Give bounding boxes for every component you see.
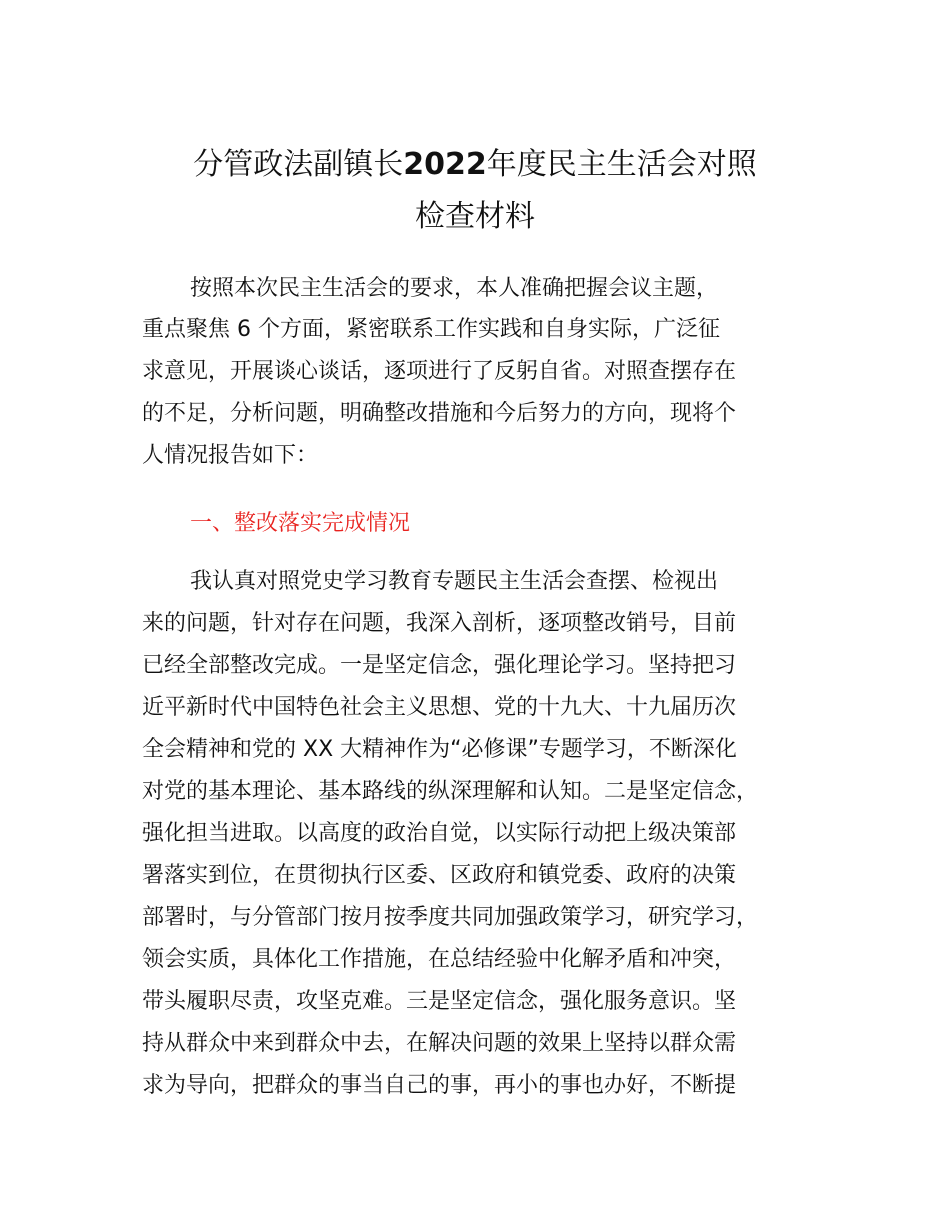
section1-line: 我认真对照党史学习教育专题民主生活会查摆、检视出 xyxy=(190,569,719,594)
section1-line: 近平新时代中国特色社会主义思想、党的十九大、十九届历次 xyxy=(142,695,737,720)
title-prefix: 分管政法副镇长 xyxy=(193,147,404,182)
section1-line: 领会实质，具体化工作措施，在总结经验中化解矛盾和冲突， xyxy=(142,947,737,972)
section1-line: 来的问题，针对存在问题，我深入剖析，逐项整改销号，目前 xyxy=(142,611,737,636)
section1-line: 部署时，与分管部门按月按季度共同加强政策学习，研究学习， xyxy=(142,905,759,930)
intro-line: 的不足，分析问题，明确整改措施和今后努力的方向，现将个 xyxy=(142,401,737,426)
title-suffix: 年度民主生活会对照 xyxy=(486,147,757,182)
section1-line: 持从群众中来到群众中去，在解决问题的效果上坚持以群众需 xyxy=(142,1031,737,1056)
section1-line: 对党的基本理论、基本路线的纵深理解和认知。二是坚定信念， xyxy=(142,779,759,804)
intro-line: 重点聚焦 6 个方面，紧密联系工作实践和自身实际，广泛征 xyxy=(142,317,720,342)
section-heading: 一、整改落实完成情况 xyxy=(190,511,411,536)
section1-line: 署落实到位，在贯彻执行区委、区政府和镇党委、政府的决策 xyxy=(142,863,737,888)
title-year: 2022 xyxy=(403,147,487,182)
section1-line: 强化担当进取。以高度的政治自觉，以实际行动把上级决策部 xyxy=(142,821,737,846)
intro-line: 人情况报告如下： xyxy=(142,443,319,468)
section1-line: 全会精神和党的 XX 大精神作为“必修课”专题学习，不断深化 xyxy=(142,737,737,762)
document-title-line-2: 检查材料 xyxy=(415,199,535,234)
section1-line: 已经全部整改完成。一是坚定信念，强化理论学习。坚持把习 xyxy=(142,653,737,678)
section1-line: 求为导向，把群众的事当自己的事，再小的事也办好，不断提 xyxy=(142,1073,737,1098)
section1-line: 带头履职尽责，攻坚克难。三是坚定信念，强化服务意识。坚 xyxy=(142,989,737,1014)
document-title-line-1 xyxy=(0,142,950,188)
intro-line: 求意见，开展谈心谈话，逐项进行了反躬自省。对照查摆存在 xyxy=(142,359,737,384)
intro-line: 按照本次民主生活会的要求，本人准确把握会议主题， xyxy=(190,276,719,301)
